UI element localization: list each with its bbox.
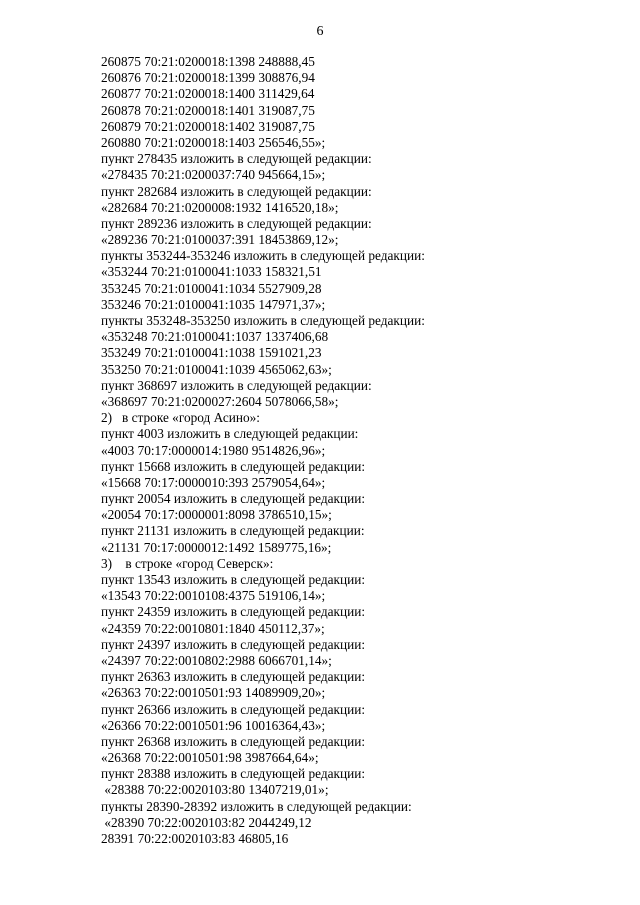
text-line: 260877 70:21:0200018:1400 311429,64 (101, 86, 315, 102)
text-line: пункт 15668 изложить в следующей редакции: (101, 458, 366, 474)
text-line: «353244 70:21:0100041:1033 158321,51 (101, 264, 322, 280)
text-line: «26368 70:22:0010501:98 3987664,64»; (101, 750, 319, 766)
text-line: пункты 28390-28392 изложить в следующей редакции: (101, 798, 412, 814)
text-line: пункт 26363 изложить в следующей редакции: (101, 669, 366, 685)
text-line: «289236 70:21:0100037:391 18453869,12»; (101, 232, 339, 248)
page-number: 6 (316, 24, 324, 39)
text-line: «353248 70:21:0100041:1037 1337406,68 (101, 329, 329, 345)
text-line: «26366 70:22:0010501:96 10016364,43»; (101, 717, 326, 733)
text-line: пункт 26366 изложить в следующей редакции: (101, 701, 366, 717)
text-line: «13543 70:22:0010108:4375 519106,14»; (101, 588, 326, 604)
text-line: 260875 70:21:0200018:1398 248888,45 (101, 54, 315, 69)
text-line: 353249 70:21:0100041:1038 1591021,23 (101, 345, 322, 361)
text-line: 353250 70:21:0100041:1039 4565062,63»; (101, 361, 332, 377)
text-line: «26363 70:22:0010501:93 14089909,20»; (101, 685, 326, 701)
text-line: «20054 70:17:0000001:8098 3786510,15»; (101, 507, 332, 523)
text-line: «278435 70:21:0200037:740 945664,15»; (101, 167, 326, 183)
text-line: пункт 282684 изложить в следующей редакции: (101, 183, 372, 199)
text-line: 353245 70:21:0100041:1034 5527909,28 (101, 280, 322, 296)
text-line: «28388 70:22:0020103:80 13407219,01»; (101, 782, 329, 798)
text-line: 260880 70:21:0200018:1403 256546,55»; (101, 134, 326, 150)
text-line: 353246 70:21:0100041:1035 147971,37»; (101, 296, 326, 312)
text-line: «4003 70:17:0000014:1980 9514826,96»; (101, 442, 326, 458)
text-line: пункт 368697 изложить в следующей редакции: (101, 377, 372, 393)
text-line: пункт 24359 изложить в следующей редакции: (101, 604, 366, 620)
text-line: 28391 70:22:0020103:83 46805,16 (101, 831, 289, 846)
text-line: пункты 353244-353246 изложить в следующей редакции: (101, 248, 425, 264)
text-line: пункт 4003 изложить в следующей редакции: (101, 426, 359, 442)
text-line: «24397 70:22:0010802:2988 6066701,14»; (101, 652, 332, 668)
text-line: пункт 278435 изложить в следующей редакции: (101, 151, 372, 167)
text-line: «368697 70:21:0200027:2604 5078066,58»; (101, 393, 339, 409)
text-line: «24359 70:22:0010801:1840 450112,37»; (101, 620, 325, 636)
text-line: «282684 70:21:0200008:1932 1416520,18»; (101, 199, 339, 215)
text-line: 2) в строке «город Асино»: (101, 410, 260, 426)
text-line: пункт 20054 изложить в следующей редакции: (101, 491, 366, 507)
text-line: пункт 13543 изложить в следующей редакции: (101, 572, 366, 587)
text-line: пункт 289236 изложить в следующей редакции: (101, 215, 372, 231)
text-line: пункт 21131 изложить в следующей редакции: (101, 523, 365, 539)
text-line: «21131 70:17:0000012:1492 1589775,16»; (101, 539, 332, 555)
text-line: 260878 70:21:0200018:1401 319087,75 (101, 102, 315, 118)
text-line: пункт 28388 изложить в следующей редакции: (101, 766, 366, 782)
text-line: 3) в строке «город Северск»: (101, 555, 274, 571)
document-body (101, 54, 561, 847)
text-line: пункт 24397 изложить в следующей редакции: (101, 636, 366, 652)
text-line: пункт 26368 изложить в следующей редакции: (101, 733, 366, 749)
text-line: 260876 70:21:0200018:1399 308876,94 (101, 70, 315, 86)
text-line: «15668 70:17:0000010:393 2579054,64»; (101, 474, 326, 490)
text-line: «28390 70:22:0020103:82 2044249,12 (101, 814, 312, 830)
text-line: 260879 70:21:0200018:1402 319087,75 (101, 118, 315, 134)
text-line: пункты 353248-353250 изложить в следующей редакции: (101, 313, 425, 328)
